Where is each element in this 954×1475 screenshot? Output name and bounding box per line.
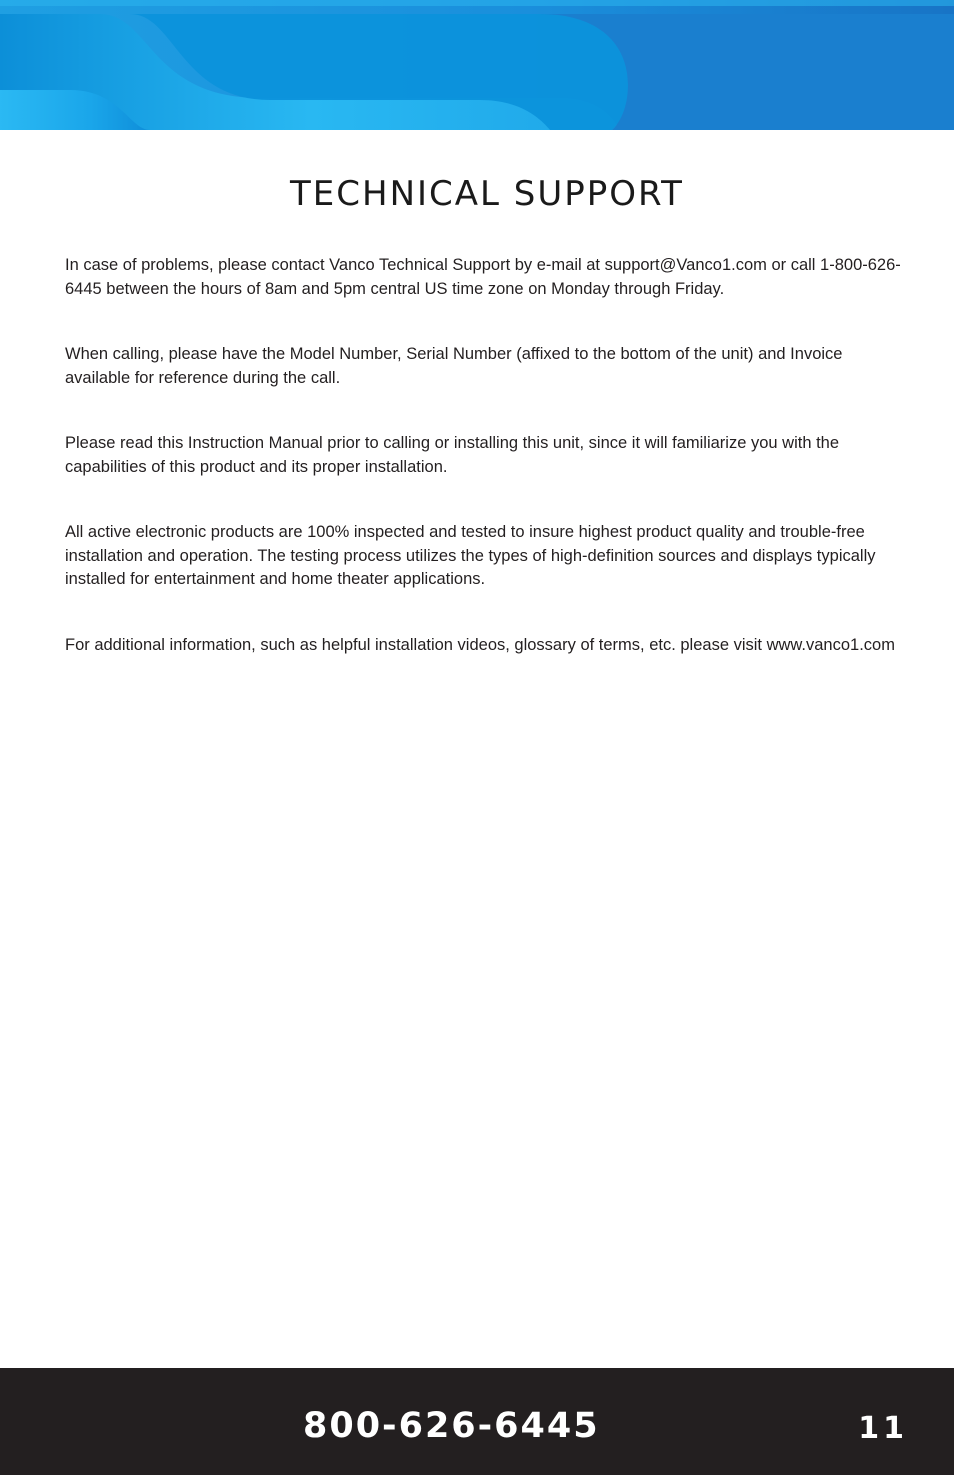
page-number: 11 <box>858 1411 908 1446</box>
paragraph-calling-info: When calling, please have the Model Number, Serial Number (affixed to the bottom of the unit) and Invoice available for reference during the call. <box>65 345 843 387</box>
paragraph-additional-info: For additional information, such as helpful installation videos, glossary of terms, etc. please visit www.vanco1.com <box>65 635 895 654</box>
footer-phone-number: 800-626-6445 <box>303 1406 600 1446</box>
paragraph-read-manual: Please read this Instruction Manual prior to calling or installing this unit, since it will familiarize you with the capabilities of this product and its proper installation. <box>65 434 840 476</box>
page-title: TECHNICAL SUPPORT <box>290 174 684 214</box>
header-banner <box>0 0 954 130</box>
paragraph-contact-info: In case of problems, please contact Vanco Technical Support by e-mail at support@Vanco1.com or call 1-800-626-6445 between the hours of 8am and 5pm central US time zone on Monday through Friday. <box>65 256 901 298</box>
paragraph-testing-info: All active electronic products are 100% inspected and tested to insure highest product quality and trouble-free installation and operation. The testing process utilizes the types of high-definition sources and displays typically installed for entertainment and home theater applications. <box>65 523 876 588</box>
body-text <box>65 254 910 699</box>
